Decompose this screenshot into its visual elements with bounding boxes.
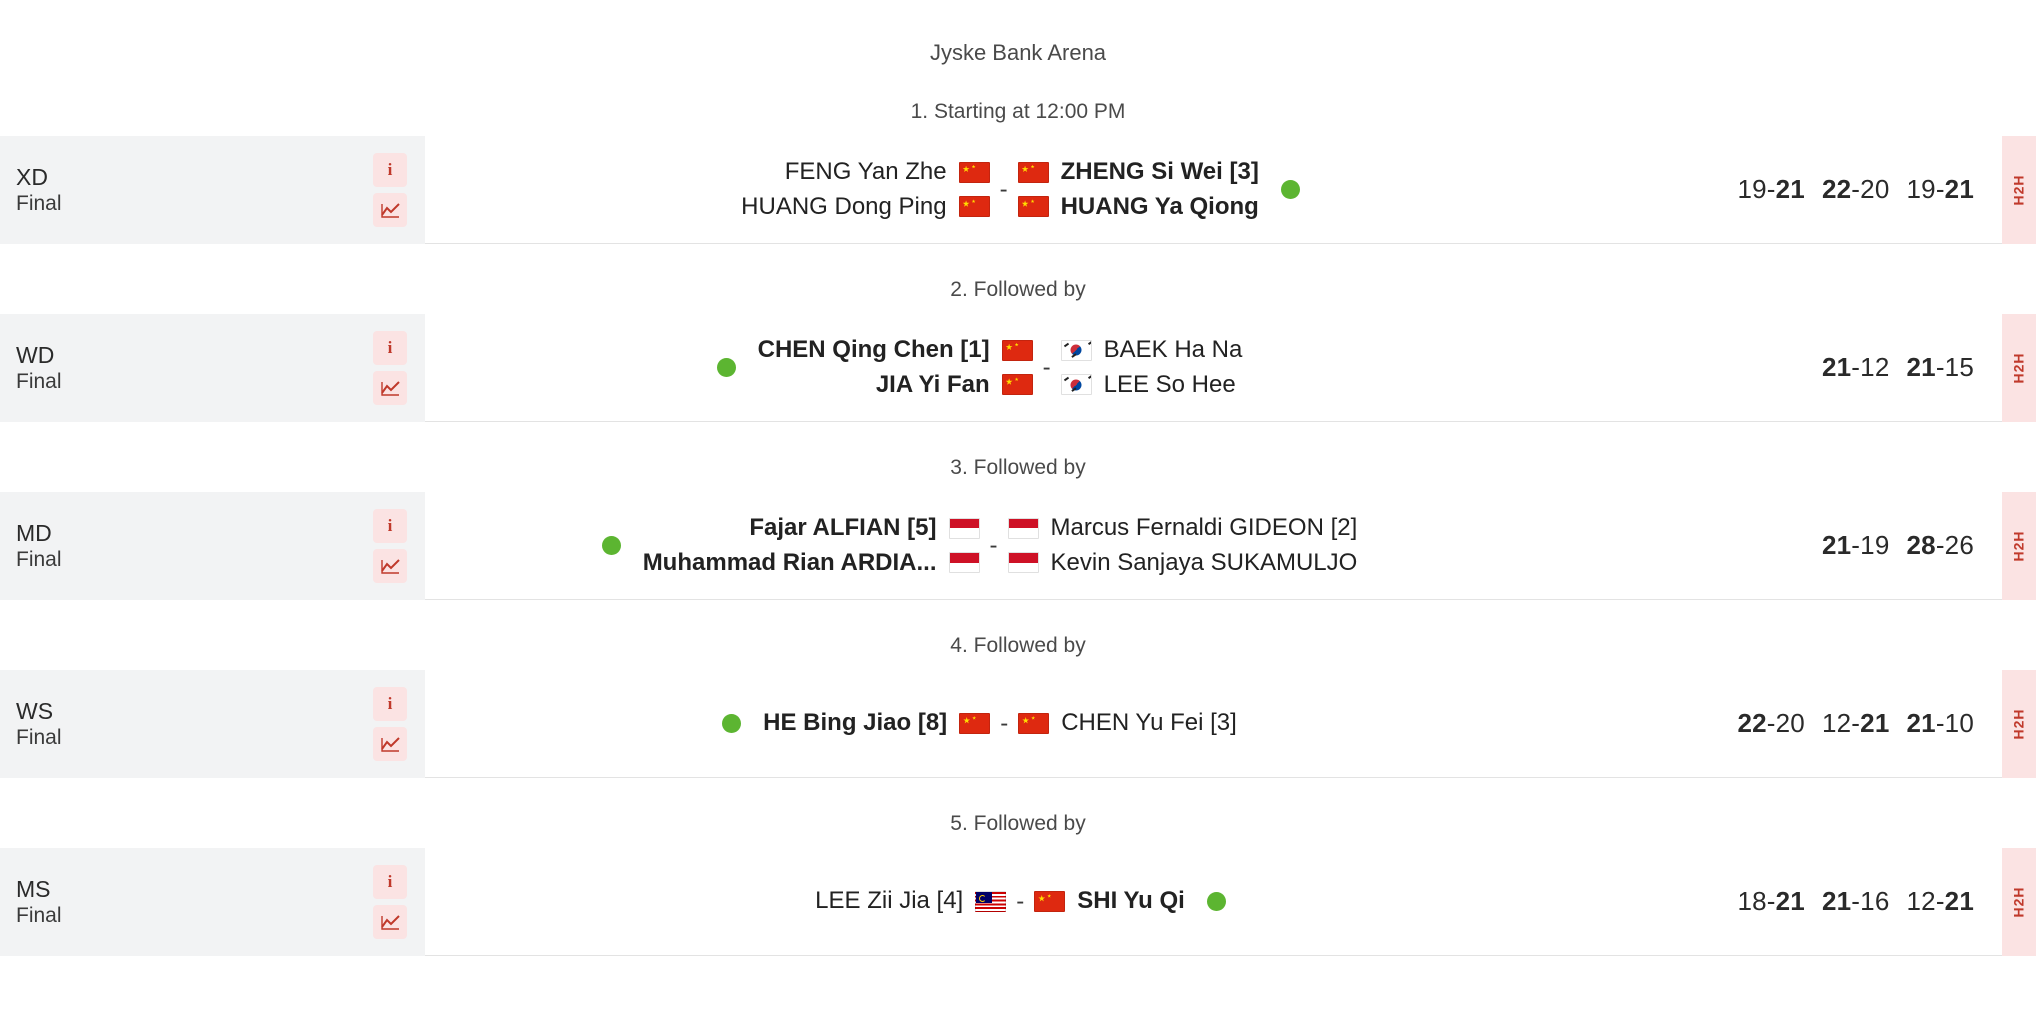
set-score: 21-10 — [1906, 708, 1974, 738]
match-center — [425, 848, 2036, 956]
match-action-icons — [373, 865, 407, 939]
set-score: 21-12 — [1821, 352, 1890, 382]
flag-icon-id — [1008, 552, 1039, 573]
player-row — [1034, 886, 1185, 917]
team-right — [1034, 886, 1185, 917]
discipline-text — [16, 519, 62, 574]
discipline-code: WD — [16, 341, 55, 368]
stats-chart-icon[interactable] — [373, 371, 407, 405]
match-order-label: 3. Followed by — [950, 456, 1086, 479]
h2h-button[interactable]: H2H — [2002, 848, 2036, 956]
match-block — [0, 778, 2036, 956]
set-score: 19-21 — [1906, 174, 1974, 204]
set-score: 21-15 — [1906, 352, 1974, 382]
winner-indicator-right-empty — [1237, 714, 1278, 733]
discipline-code: WS — [16, 697, 54, 724]
player-row — [643, 548, 980, 579]
discipline-text — [16, 341, 62, 396]
discipline-code: MD — [16, 519, 52, 546]
stats-chart-icon[interactable] — [373, 905, 407, 939]
player-name: HE Bing Jiao [8] — [763, 709, 948, 737]
team-left — [763, 708, 990, 739]
versus-dash: - — [1042, 353, 1051, 381]
winner-indicator-left — [602, 536, 643, 555]
player-row — [1008, 513, 1358, 544]
winner-indicator-left — [722, 714, 763, 733]
players-area — [425, 513, 1555, 578]
flag-icon-cn — [1018, 162, 1049, 183]
match-row[interactable] — [0, 492, 2036, 600]
set-score: 19-21 — [1737, 174, 1805, 204]
player-row — [741, 192, 989, 223]
match-order-label: 2. Followed by — [950, 278, 1086, 301]
winner-indicator-right — [1259, 180, 1300, 199]
h2h-button[interactable]: H2H — [2002, 136, 2036, 244]
discipline-text — [16, 697, 62, 752]
player-row — [749, 513, 979, 544]
team-right — [1061, 335, 1243, 400]
set-score: 18-21 — [1737, 886, 1805, 916]
score-summary — [1555, 530, 2036, 561]
match-block — [0, 600, 2036, 778]
flag-icon-cn — [959, 196, 990, 217]
h2h-button[interactable]: H2H — [2002, 670, 2036, 778]
player-name: CHEN Yu Fei [3] — [1061, 709, 1237, 737]
player-name: Kevin Sanjaya SUKAMULJO — [1050, 548, 1358, 576]
winner-indicator-left-empty — [774, 892, 815, 911]
score-summary — [1555, 174, 2036, 205]
round-label: Final — [16, 370, 62, 394]
flag-icon-id — [1008, 518, 1039, 539]
flag-icon-cn — [1018, 713, 1049, 734]
match-order-label: 1. Starting at 12:00 PM — [910, 100, 1126, 123]
flag-icon-cn — [1018, 196, 1049, 217]
flag-icon-my — [975, 891, 1006, 912]
round-label: Final — [16, 548, 62, 572]
player-name: LEE Zii Jia [4] — [815, 887, 964, 915]
winner-indicator-right — [1185, 892, 1226, 911]
flag-icon-cn — [1034, 891, 1065, 912]
player-name: Muhammad Rian ARDIA... — [642, 548, 937, 576]
set-score: 22-20 — [1737, 708, 1805, 738]
match-row[interactable] — [0, 314, 2036, 422]
match-row[interactable] — [0, 670, 2036, 778]
flag-icon-id — [949, 518, 980, 539]
discipline-cell — [0, 848, 425, 956]
match-order-label: 4. Followed by — [950, 634, 1086, 657]
flag-icon-cn — [959, 162, 990, 183]
player-name: ZHENG Si Wei [3] — [1060, 157, 1259, 185]
set-score: 28-26 — [1906, 530, 1974, 560]
winner-indicator-right-empty — [1357, 536, 1398, 555]
players-area — [425, 708, 1555, 739]
h2h-button[interactable]: H2H — [2002, 492, 2036, 600]
info-icon[interactable]: i — [373, 331, 407, 365]
match-block — [0, 66, 2036, 244]
discipline-code: XD — [16, 163, 48, 190]
winner-indicator-right-empty — [1242, 358, 1283, 377]
discipline-code: MS — [16, 875, 51, 902]
round-label: Final — [16, 192, 62, 216]
match-order-label: 5. Followed by — [950, 812, 1086, 835]
player-row — [1061, 370, 1236, 401]
team-left — [815, 886, 1006, 917]
team-left — [758, 335, 1033, 400]
players-area — [425, 886, 1555, 917]
match-center — [425, 314, 2036, 422]
match-action-icons — [373, 509, 407, 583]
versus-dash: - — [1016, 887, 1025, 915]
winner-indicator-left-empty — [700, 180, 741, 199]
stats-chart-icon[interactable] — [373, 549, 407, 583]
discipline-cell — [0, 670, 425, 778]
player-row — [785, 157, 990, 188]
info-icon[interactable]: i — [373, 509, 407, 543]
player-row — [876, 370, 1033, 401]
round-label: Final — [16, 904, 62, 928]
discipline-cell — [0, 492, 425, 600]
player-name: FENG Yan Zhe — [784, 157, 947, 185]
page-title — [0, 2, 2036, 18]
team-right — [1008, 513, 1358, 578]
winner-indicator-left — [717, 358, 758, 377]
players-area — [425, 335, 1555, 400]
flag-icon-kr — [1061, 340, 1092, 361]
discipline-cell — [0, 314, 425, 422]
set-score: 21-16 — [1821, 886, 1890, 916]
set-score: 21-19 — [1821, 530, 1890, 560]
info-icon[interactable]: i — [373, 865, 407, 899]
stats-chart-icon[interactable] — [373, 193, 407, 227]
player-row — [758, 335, 1033, 366]
player-row — [763, 708, 990, 739]
flag-icon-cn — [959, 713, 990, 734]
match-action-icons — [373, 331, 407, 405]
set-score: 12-21 — [1906, 886, 1974, 916]
match-list — [0, 66, 2036, 956]
discipline-cell — [0, 136, 425, 244]
player-row — [1018, 192, 1259, 223]
player-name: Fajar ALFIAN [5] — [749, 513, 937, 541]
venue-name: Jyske Bank Arena — [929, 40, 1107, 65]
discipline-text — [16, 875, 62, 930]
team-left — [643, 513, 980, 578]
player-name: JIA Yi Fan — [875, 370, 990, 398]
team-left — [741, 157, 989, 222]
match-block — [0, 244, 2036, 422]
match-block — [0, 422, 2036, 600]
info-icon[interactable]: i — [373, 153, 407, 187]
player-name: LEE So Hee — [1103, 370, 1236, 398]
match-row[interactable] — [0, 848, 2036, 956]
info-icon[interactable]: i — [373, 687, 407, 721]
flag-icon-cn — [1002, 374, 1033, 395]
score-summary — [1555, 886, 2036, 917]
match-center — [425, 670, 2036, 778]
score-summary — [1555, 708, 2036, 739]
match-action-icons — [373, 153, 407, 227]
stats-chart-icon[interactable] — [373, 727, 407, 761]
set-score: 22-20 — [1821, 174, 1890, 204]
team-right — [1018, 708, 1237, 739]
set-score: 12-21 — [1821, 708, 1890, 738]
players-area — [425, 157, 1555, 222]
player-name: BAEK Ha Na — [1103, 335, 1243, 363]
versus-dash: - — [1000, 709, 1009, 737]
match-center — [425, 492, 2036, 600]
team-right — [1018, 157, 1259, 222]
flag-icon-cn — [1002, 340, 1033, 361]
player-row — [1061, 335, 1243, 366]
player-name: SHI Yu Qi — [1077, 887, 1185, 915]
player-row — [1008, 548, 1358, 579]
match-center — [425, 136, 2036, 244]
player-name: CHEN Qing Chen [1] — [757, 335, 990, 363]
player-row — [1018, 157, 1259, 188]
match-row[interactable] — [0, 136, 2036, 244]
player-name: HUANG Ya Qiong — [1060, 192, 1259, 220]
player-name: HUANG Dong Ping — [741, 192, 947, 220]
versus-dash: - — [999, 175, 1008, 203]
venue-header — [0, 0, 2036, 66]
score-summary — [1555, 352, 2036, 383]
player-name: Marcus Fernaldi GIDEON [2] — [1050, 513, 1358, 541]
discipline-text — [16, 163, 62, 218]
h2h-button[interactable]: H2H — [2002, 314, 2036, 422]
round-label: Final — [16, 726, 62, 750]
player-row — [1018, 708, 1237, 739]
match-action-icons — [373, 687, 407, 761]
flag-icon-kr — [1061, 374, 1092, 395]
versus-dash: - — [989, 531, 998, 559]
flag-icon-id — [949, 552, 980, 573]
player-row — [815, 886, 1006, 917]
